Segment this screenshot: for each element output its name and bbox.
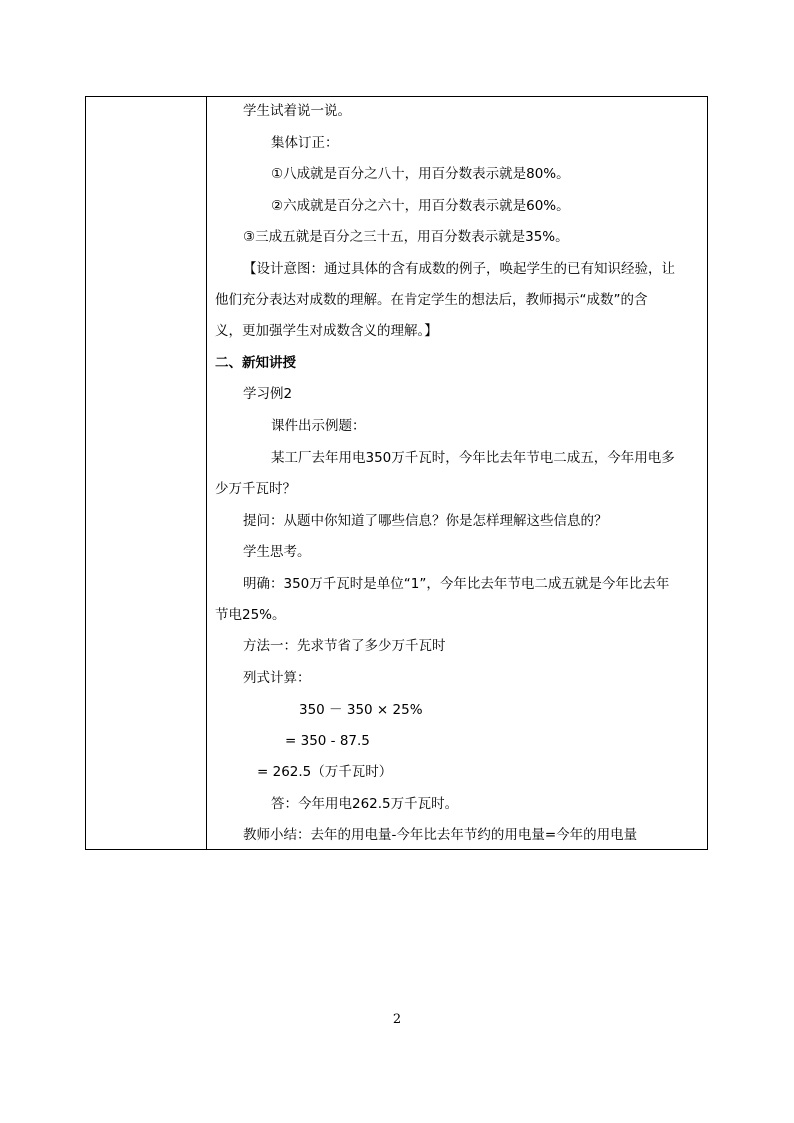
- text-line: 方法一：先求节省了多少万千瓦时: [243, 638, 446, 654]
- text-line: 明确：350万千瓦时是单位“1”，今年比去年节电二成五就是今年比去年: [243, 576, 670, 592]
- table-left-column: [86, 97, 207, 849]
- text-line: 义，更加强学生对成数含义的理解。】: [215, 323, 438, 339]
- text-line: 学生思考。: [243, 544, 311, 560]
- text-line: ③三成五就是百分之三十五，用百分数表示就是35%。: [243, 229, 569, 245]
- text-line: ②六成就是百分之六十，用百分数表示就是60%。: [271, 198, 570, 214]
- equation-line: 350 － 350 × 25%: [299, 702, 423, 718]
- text-line: 他们充分表达对成数的理解。在肯定学生的想法后，教师揭示“成数”的含: [215, 292, 648, 308]
- text-line: ①八成就是百分之八十，用百分数表示就是80%。: [271, 166, 570, 182]
- text-line: 少万千瓦时？: [215, 481, 296, 497]
- equation-line: = 350 - 87.5: [285, 733, 370, 749]
- text-line: 集体订正：: [271, 135, 339, 151]
- text-line: 学习例2: [243, 386, 293, 402]
- text-line: 【设计意图：通过具体的含有成数的例子，唤起学生的已有知识经验，让: [243, 261, 675, 277]
- text-line: 节电25%。: [215, 607, 286, 623]
- equation-line: = 262.5（万千瓦时）: [257, 764, 393, 780]
- text-line: 答：今年用电262.5万千瓦时。: [271, 796, 459, 812]
- text-line: 教师小结：去年的用电量-今年比去年节约的用电量=今年的用电量: [243, 827, 638, 843]
- section-heading: 二、新知讲授: [215, 355, 296, 371]
- text-line: 某工厂去年用电350万千瓦时，今年比去年节电二成五，今年用电多: [271, 450, 675, 466]
- text-line: 列式计算：: [243, 670, 311, 686]
- page-number: 2: [392, 1012, 402, 1027]
- text-line: 学生试着说一说。: [243, 103, 351, 119]
- text-line: 课件出示例题：: [271, 418, 366, 434]
- text-line: 提问：从题中你知道了哪些信息？你是怎样理解这些信息的？: [243, 513, 608, 529]
